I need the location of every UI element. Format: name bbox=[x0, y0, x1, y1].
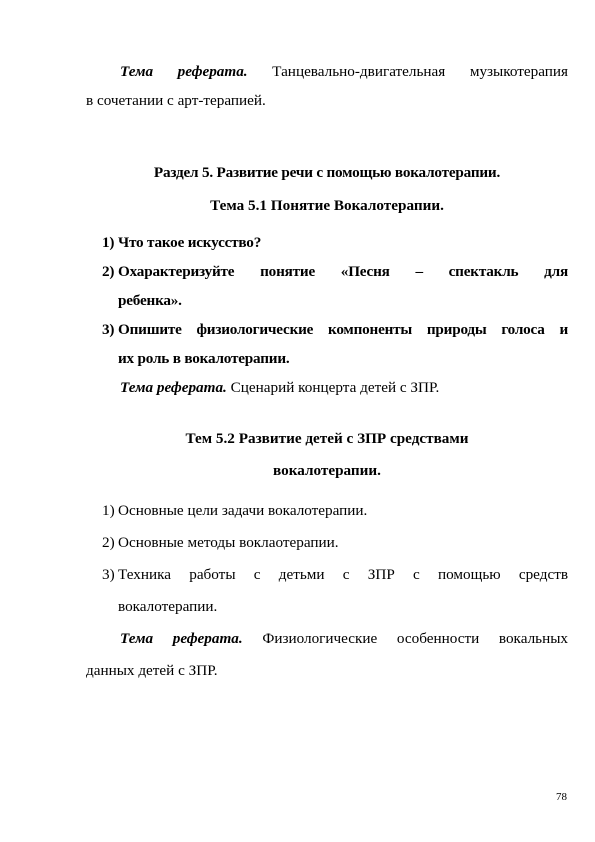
list-item-cont: вокалотерапии. bbox=[118, 598, 218, 615]
essay-topic-text-cont: в сочетании с арт-терапией. bbox=[86, 92, 266, 109]
essay-topic-text: Физиологические особенности вокальных bbox=[262, 630, 568, 647]
topic-5-2-title: Тем 5.2 Развитие детей с ЗПР средствами bbox=[185, 430, 469, 447]
list-item: 2) Охарактеризуйте понятие «Песня – спектакль для bbox=[102, 263, 568, 280]
list-item: 2) Основные методы воклаотерапии. bbox=[102, 534, 339, 551]
essay-topic-label: Тема реферата. bbox=[120, 630, 243, 647]
list-item: 1) Что такое искусство? bbox=[102, 234, 262, 251]
list-item: 3) Опишите физиологические компоненты природы голоса и bbox=[102, 321, 568, 338]
page-number: 78 bbox=[556, 791, 567, 803]
essay-topic-text: Танцевально-двигательная музыкотерапия bbox=[272, 63, 568, 80]
section-heading: Раздел 5. Развитие речи с помощью вокалотерапии. bbox=[153, 164, 501, 181]
list-item-cont: их роль в вокалотерапии. bbox=[118, 350, 290, 367]
list-item-cont: ребенка». bbox=[118, 292, 182, 309]
topic-5-1-title: Тема 5.1 Понятие Вокалотерапии. bbox=[210, 197, 444, 214]
topic-5-2-title-cont: вокалотерапии. bbox=[273, 462, 381, 479]
essay-topic-label: Тема реферата. bbox=[120, 379, 227, 396]
topic-5-1-question-list bbox=[86, 228, 568, 402]
essay-topic-label: Тема реферата. bbox=[120, 63, 248, 80]
essay-topic-text: Сценарий концерта детей с ЗПР. bbox=[230, 379, 440, 396]
list-item: 3) Техника работы с детьми с ЗПР с помощью средств bbox=[102, 566, 568, 583]
essay-topic-paragraph bbox=[86, 373, 568, 402]
essay-topic-paragraph bbox=[86, 624, 568, 653]
essay-topic-text-cont: данных детей с ЗПР. bbox=[86, 662, 218, 679]
essay-topic-paragraph-top bbox=[86, 57, 568, 115]
list-item: 1) Основные цели задачи вокалотерапии. bbox=[102, 502, 368, 519]
topic-5-2-question-list bbox=[86, 496, 568, 685]
